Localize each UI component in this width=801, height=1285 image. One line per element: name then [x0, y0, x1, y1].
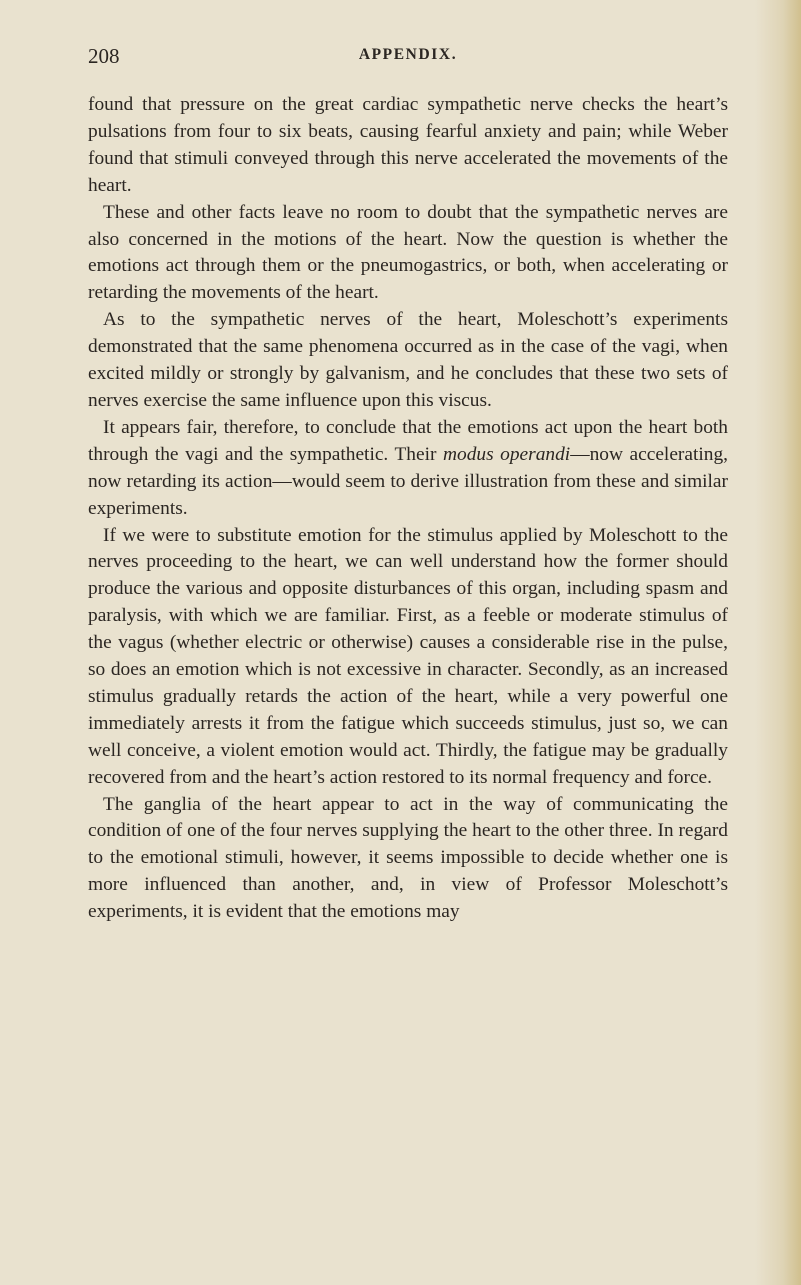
paragraph-4-lead: It appears fair, therefore, to conclude that the emotions act upon the heart both through the vagi and the sympathetic. Their: [88, 416, 728, 465]
page-number: 208: [88, 44, 120, 68]
running-head: APPENDIX.: [358, 46, 458, 63]
paragraph-2: These and other facts leave no room to doubt that the sympathetic nerves are also concerned in the motions of the heart. Now the question is whether the emotions act through them or the pneumogastrics, or both, when accelerating or retarding the movements of the heart.: [88, 201, 728, 304]
paragraph-4-rest: —now accelerating, now retarding its action—would seem to derive illustration from these and similar experiments.: [88, 443, 729, 519]
body-text: [88, 92, 728, 926]
paragraph-4: [88, 415, 728, 523]
italic-phrase: modus operandi: [443, 443, 571, 465]
paragraph-1: found that pressure on the great cardiac sympathetic nerve checks the heart’s pulsations from four to six beats, causing fearful anxiety and pain; while Weber found that stimuli conveyed through this nerve accelerated the movements of the heart.: [88, 94, 728, 196]
paragraph-3: As to the sympathetic nerves of the heart, Moleschott’s experiments demonstrated that the same phenomena occurred as in the case of the vagi, when excited mildly or strongly by galvanism, and he concludes that these two sets of nerves exercise the same influence upon this viscus.: [88, 309, 728, 411]
paragraph-5: If we were to substitute emotion for the stimulus applied by Moleschott to the nerves proceeding to the heart, we can well understand how the former should produce the various and opposite disturbances of this organ, including spasm and paralysis, with which we are familiar. First, as a feeble or moderate stimulus of the vagus (whether electric or otherwise) causes a considerable rise in the pulse, so does an emotion which is not excessive in character. Secondly, as an increased stimulus gradually retards the action of the heart, while a very powerful one immediately arrests it from the fatigue which succeeds stimulus, just so, we can well conceive, a violent emotion would act. Thirdly, the fatigue may be gradually recovered from and the heart’s action restored to its normal frequency and force.: [88, 524, 728, 788]
page-edge-shading: [755, 0, 801, 1285]
paragraph-6: The ganglia of the heart appear to act in the way of communicating the condition of one of the four nerves supplying the heart to the other three. In regard to the emotional stimuli, however, it seems impossible to decide whether one is more influenced than another, and, in view of Professor Moleschott’s experiments, it is evident that the emotions may: [88, 793, 728, 923]
page-header: [88, 44, 728, 74]
